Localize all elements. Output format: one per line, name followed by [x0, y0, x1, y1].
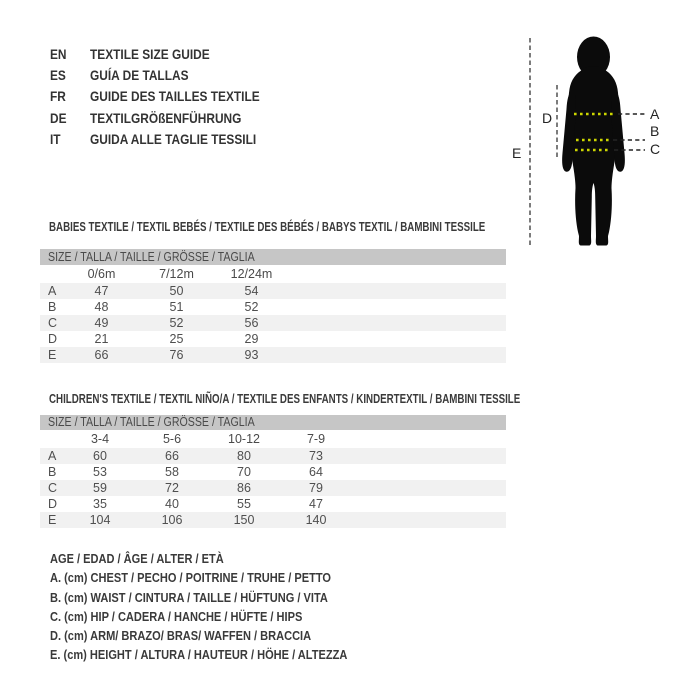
language-label: GUIDE DES TAILLES TEXTILE: [90, 88, 260, 105]
cell: 48: [94, 300, 109, 314]
cell: 40: [165, 497, 179, 511]
row-label: D: [48, 497, 58, 511]
cell: 106: [161, 513, 183, 527]
cell: 150: [233, 513, 255, 527]
cell: 73: [309, 449, 323, 463]
cell: 72: [165, 481, 179, 495]
row-label: C: [48, 481, 58, 495]
cell: 47: [309, 497, 323, 511]
legend-item-hip: C. (cm) HIP / CADERA / HANCHE / HÜFTE / HIPS: [50, 608, 303, 624]
language-code: DE: [50, 109, 67, 126]
size-header-bar: SIZE / TALLA / TAILLE / GRÖSSE / TAGLIA: [40, 415, 506, 430]
table-row: [40, 512, 506, 528]
column-header: 5-6: [162, 432, 182, 446]
column-header: 12/24m: [230, 267, 273, 281]
cell: 59: [93, 481, 107, 495]
cell: 29: [244, 332, 259, 346]
legend-item-waist: B. (cm) WAIST / CINTURA / TAILLE / HÜFTUNG / VITA: [50, 589, 328, 605]
row-label: C: [48, 316, 58, 330]
label-e: E: [512, 145, 522, 161]
table-row: [40, 283, 506, 299]
row-label: E: [48, 513, 57, 527]
column-header: 10-12: [228, 432, 260, 446]
row-label: A: [48, 449, 57, 463]
table-row: [40, 480, 506, 496]
row-label: A: [48, 284, 57, 298]
cell: 49: [94, 316, 109, 330]
language-row-es: [50, 64, 290, 85]
row-label: D: [48, 332, 58, 346]
cell: 51: [169, 300, 184, 314]
cell: 58: [165, 465, 179, 479]
row-label: B: [48, 300, 57, 314]
cell: 60: [93, 449, 107, 463]
cell: 21: [94, 332, 109, 346]
table-row: [40, 496, 506, 512]
size-header-bar: SIZE / TALLA / TAILLE / GRÖSSE / TAGLIA: [40, 249, 506, 265]
cell: 64: [309, 465, 323, 479]
cell: 52: [244, 300, 259, 314]
children-table-rows: [40, 448, 506, 528]
language-code: IT: [50, 131, 61, 148]
cell: 56: [244, 316, 259, 330]
language-code: ES: [50, 67, 66, 84]
language-list: [50, 43, 290, 150]
language-code: FR: [50, 88, 66, 105]
cell: 80: [237, 449, 251, 463]
table-row: [40, 347, 506, 363]
cell: 76: [169, 348, 184, 362]
legend-age-line: AGE / EDAD / ÂGE / ALTER / ETÀ: [50, 551, 224, 566]
cell: 66: [94, 348, 109, 362]
cell: 47: [94, 284, 109, 298]
table-row: [40, 331, 506, 347]
silhouette-body: [568, 66, 618, 246]
children-table-title: CHILDREN'S TEXTILE / TEXTIL NIÑO/A / TEXTILE DES ENFANTS / KINDERTEXTIL / BAMBINI TESSILE: [49, 392, 521, 406]
cell: 86: [237, 481, 251, 495]
measurement-legend: [50, 549, 400, 665]
table-row: [40, 464, 506, 480]
cell: 52: [169, 316, 184, 330]
language-row-de: [50, 107, 290, 128]
cell: 70: [237, 465, 251, 479]
label-b: B: [650, 123, 660, 139]
label-a: A: [650, 106, 660, 122]
table-row: [40, 448, 506, 464]
row-label: B: [48, 465, 57, 479]
child-silhouette: [562, 37, 625, 246]
table-row: [40, 315, 506, 331]
cell: 55: [237, 497, 251, 511]
babies-column-headers: [40, 265, 506, 283]
column-header: 0/6m: [87, 267, 116, 281]
babies-table-title: BABIES TEXTILE / TEXTIL BEBÉS / TEXTILE DES BÉBÉS / BABYS TEXTIL / BAMBINI TESSILE: [49, 220, 486, 234]
language-row-en: [50, 43, 290, 64]
children-column-headers: [40, 430, 506, 448]
legend-item-chest: A. (cm) CHEST / PECHO / POITRINE / TRUHE / PETTO: [50, 570, 331, 586]
cell: 93: [244, 348, 259, 362]
legend-item-arm: D. (cm) ARM/ BRAZO/ BRAS/ WAFFEN / BRACCIA: [50, 628, 312, 644]
cell: 140: [305, 513, 327, 527]
cell: 79: [309, 481, 323, 495]
cell: 54: [244, 284, 259, 298]
language-label: GUÍA DE TALLAS: [90, 67, 189, 84]
language-row-fr: [50, 86, 290, 107]
language-label: TEXTILGRÖßENFÜHRUNG: [90, 109, 242, 126]
language-row-it: [50, 129, 290, 150]
table-row: [40, 299, 506, 315]
cell: 25: [169, 332, 184, 346]
column-header: 3-4: [90, 432, 110, 446]
cell: 104: [89, 513, 111, 527]
cell: 66: [165, 449, 179, 463]
cell: 53: [93, 465, 107, 479]
column-header: 7/12m: [159, 267, 194, 281]
column-header: 7-9: [306, 432, 326, 446]
row-label: E: [48, 348, 57, 362]
language-label: TEXTILE SIZE GUIDE: [90, 45, 210, 62]
label-d: D: [542, 110, 553, 126]
language-code: EN: [50, 45, 67, 62]
babies-table-rows: [40, 283, 506, 363]
cell: 50: [169, 284, 184, 298]
legend-item-height: E. (cm) HEIGHT / ALTURA / HAUTEUR / HÖHE / ALTEZZA: [50, 647, 348, 663]
language-label: GUIDA ALLE TAGLIE TESSILI: [90, 131, 257, 148]
cell: 35: [93, 497, 107, 511]
label-c: C: [650, 141, 661, 157]
